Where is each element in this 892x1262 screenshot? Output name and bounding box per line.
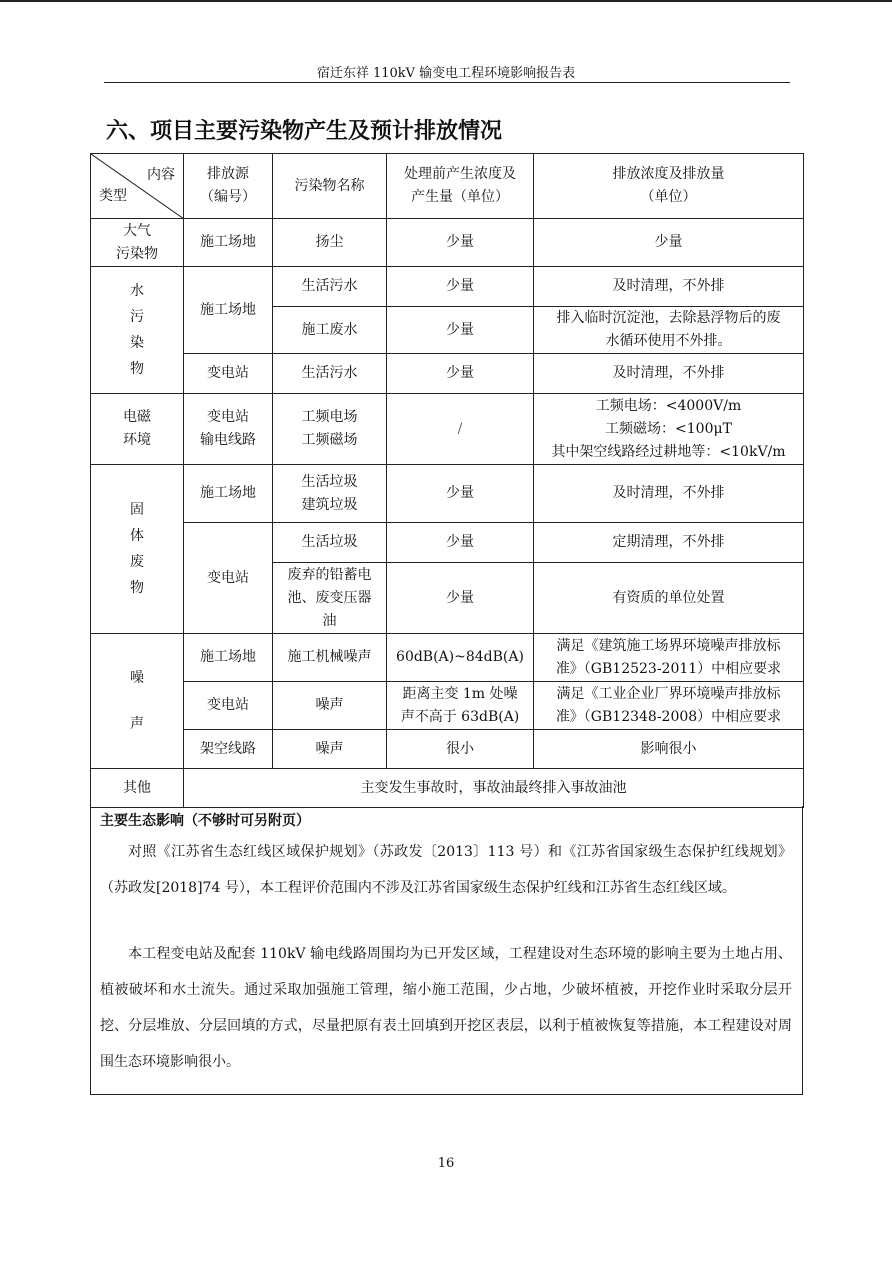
header-source: 排放源 （编号） xyxy=(184,154,273,219)
table-row xyxy=(91,634,804,682)
after-cell: 少量 xyxy=(534,219,804,267)
source-cell: 施工场地 xyxy=(184,267,273,354)
before-cell: 距离主变 1m 处噪 声不高于 63dB(A) xyxy=(387,682,534,730)
other-content-cell: 主变发生事故时，事故油最终排入事故油池 xyxy=(184,769,804,808)
header-rule xyxy=(104,82,790,83)
pollutant-cell: 噪声 xyxy=(273,730,387,769)
before-cell: 60dB(A)~84dB(A) xyxy=(387,634,534,682)
table-row xyxy=(91,267,804,307)
table-row xyxy=(91,219,804,267)
source-cell: 变电站 输电线路 xyxy=(184,394,273,465)
source-cell: 施工场地 xyxy=(184,465,273,523)
before-cell: / xyxy=(387,394,534,465)
source-cell: 变电站 xyxy=(184,682,273,730)
pollutant-table xyxy=(90,153,804,808)
after-cell: 及时清理，不外排 xyxy=(534,354,804,394)
pollutant-cell: 扬尘 xyxy=(273,219,387,267)
type-noise: 噪 声 xyxy=(91,634,184,769)
header-pollutant: 污染物名称 xyxy=(273,154,387,219)
before-cell: 少量 xyxy=(387,563,534,634)
after-cell: 满足《工业企业厂界环境噪声排放标 准》（GB12348-2008）中相应要求 xyxy=(534,682,804,730)
type-em: 电磁 环境 xyxy=(91,394,184,465)
header-type-label: 类型 xyxy=(99,188,127,204)
header-content-label: 内容 xyxy=(147,167,175,183)
pollutant-cell: 生活垃圾 xyxy=(273,523,387,563)
header-before: 处理前产生浓度及 产生量（单位） xyxy=(387,154,534,219)
type-other: 其他 xyxy=(91,769,184,808)
pollutant-cell: 生活污水 xyxy=(273,267,387,307)
before-cell: 很小 xyxy=(387,730,534,769)
type-air: 大气 污染物 xyxy=(91,219,184,267)
source-cell: 变电站 xyxy=(184,523,273,634)
after-cell: 工频电场：<4000V/m 工频磁场：<100μT 其中架空线路经过耕地等：<10kV/m xyxy=(534,394,804,465)
after-cell: 满足《建筑施工场界环境噪声排放标 准》（GB12523-2011）中相应要求 xyxy=(534,634,804,682)
pollutant-cell: 生活污水 xyxy=(273,354,387,394)
source-cell: 施工场地 xyxy=(184,634,273,682)
before-cell: 少量 xyxy=(387,307,534,354)
after-cell: 及时清理，不外排 xyxy=(534,465,804,523)
before-cell: 少量 xyxy=(387,267,534,307)
page-number: 16 xyxy=(437,1156,455,1171)
table-header-row xyxy=(91,154,804,219)
type-water: 水污染物 xyxy=(91,267,184,394)
table-row xyxy=(91,394,804,465)
before-cell: 少量 xyxy=(387,523,534,563)
after-cell: 排入临时沉淀池，去除悬浮物后的废 水循环使用不外排。 xyxy=(534,307,804,354)
table-row xyxy=(91,354,804,394)
diagonal-header-cell xyxy=(91,154,184,219)
section-title: 六、项目主要污染物产生及预计排放情况 xyxy=(106,119,503,144)
source-cell: 施工场地 xyxy=(184,219,273,267)
source-cell: 架空线路 xyxy=(184,730,273,769)
type-solid: 固体废物 xyxy=(91,465,184,634)
pollutant-cell: 废弃的铅蓄电 池、废变压器 油 xyxy=(273,563,387,634)
after-cell: 有资质的单位处置 xyxy=(534,563,804,634)
table-row xyxy=(91,465,804,523)
pollutant-cell: 工频电场 工频磁场 xyxy=(273,394,387,465)
eco-impact-title: 主要生态影响（不够时可另附页） xyxy=(100,813,310,829)
document-header-title: 宿迁东祥 110kV 输变电工程环境影响报告表 xyxy=(316,66,576,81)
eco-paragraph-2: 本工程变电站及配套 110kV 输电线路周围均为已开发区域，工程建设对生态环境的影响主要为土地占用、植被破坏和水土流失。通过采取加强施工管理，缩小施工范围，少占地，少破坏植被，开挖作业时采取分层开挖、分层堆放、分层回填的方式，尽量把原有表土回填到开挖区表层，以利于植被恢复等措施，本工程建设对周围生态环境影响很小。 xyxy=(100,946,792,1070)
after-cell: 及时清理，不外排 xyxy=(534,267,804,307)
table-row xyxy=(91,769,804,808)
eco-paragraph-1: 对照《江苏省生态红线区域保护规划》（苏政发〔2013〕113 号）和《江苏省国家级生态保护红线规划》（苏政发[2018]74 号），本工程评价范围内不涉及江苏省国家级生态保护红线和江苏省生态红线区域。 xyxy=(100,844,792,896)
before-cell: 少量 xyxy=(387,354,534,394)
source-cell: 变电站 xyxy=(184,354,273,394)
pollutant-cell: 施工机械噪声 xyxy=(273,634,387,682)
page-top-border xyxy=(0,0,892,2)
before-cell: 少量 xyxy=(387,219,534,267)
table-row xyxy=(91,682,804,730)
header-after: 排放浓度及排放量 （单位） xyxy=(534,154,804,219)
before-cell: 少量 xyxy=(387,465,534,523)
after-cell: 影响很小 xyxy=(534,730,804,769)
pollutant-cell: 生活垃圾 建筑垃圾 xyxy=(273,465,387,523)
eco-impact-section xyxy=(90,806,803,1095)
pollutant-cell: 施工废水 xyxy=(273,307,387,354)
pollutant-cell: 噪声 xyxy=(273,682,387,730)
table-row xyxy=(91,523,804,563)
after-cell: 定期清理，不外排 xyxy=(534,523,804,563)
table-row xyxy=(91,730,804,769)
